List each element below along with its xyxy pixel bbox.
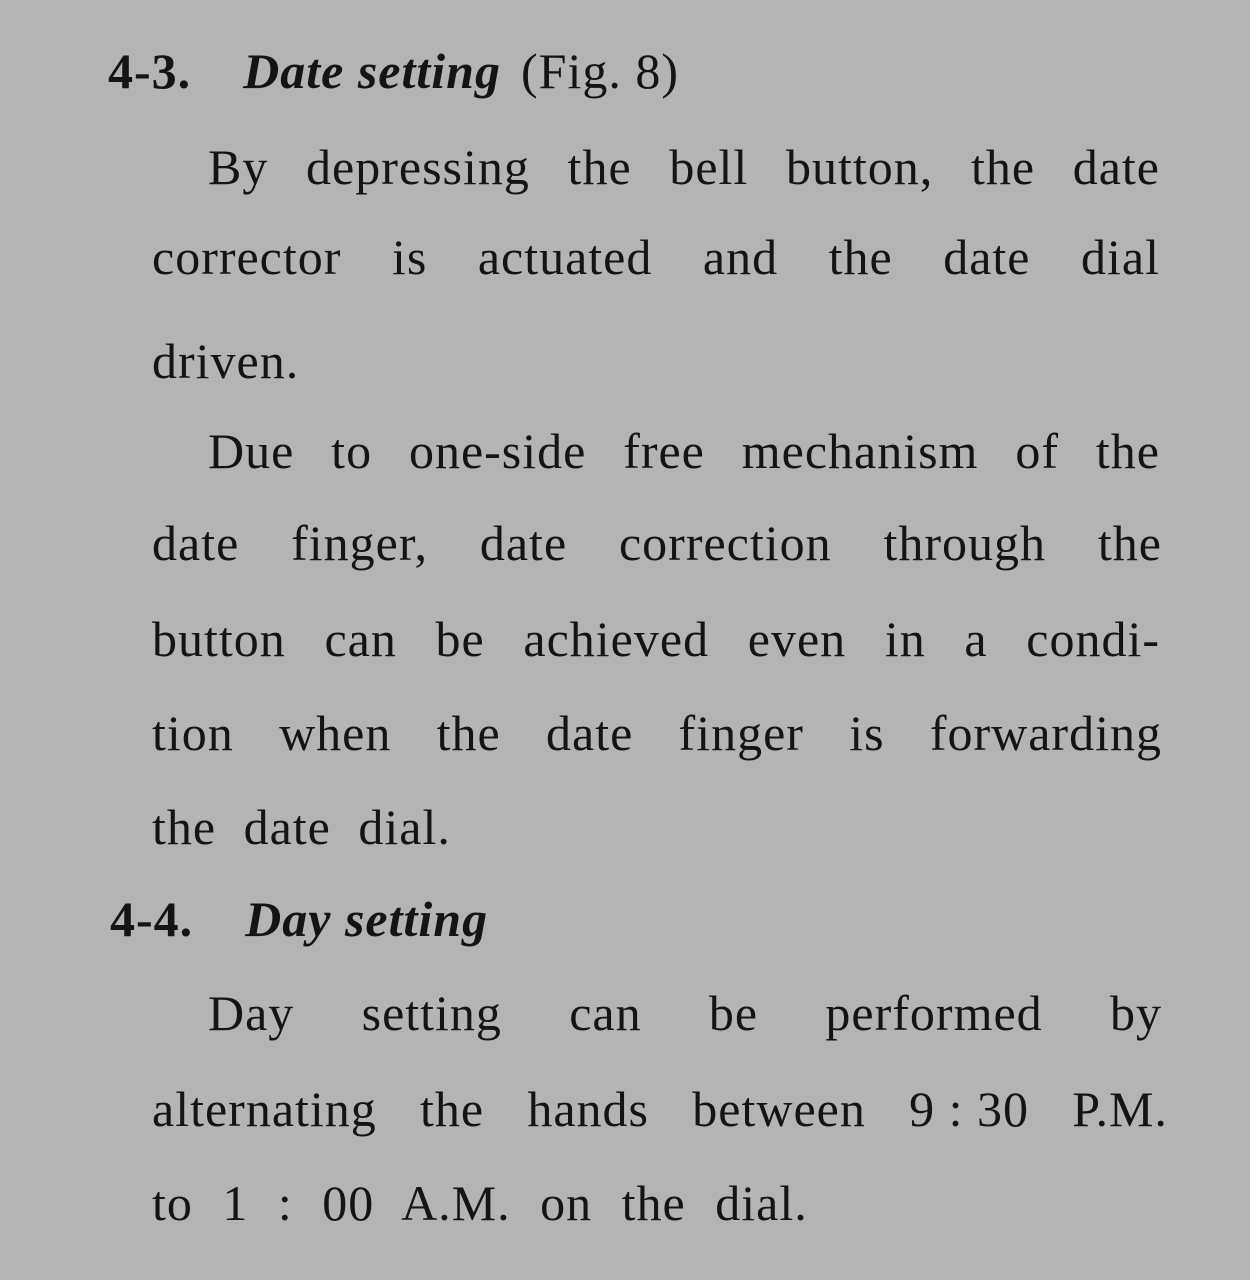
word: of <box>1015 423 1059 479</box>
word: finger, <box>291 515 429 571</box>
word: button <box>152 611 286 667</box>
word: the <box>1097 515 1162 571</box>
word: correction <box>618 515 832 571</box>
word: by <box>1109 985 1162 1041</box>
word: a <box>964 611 988 667</box>
word: the <box>152 799 217 855</box>
word: on <box>540 1175 593 1231</box>
word: the <box>567 139 632 195</box>
word: to <box>152 1175 193 1231</box>
word: finger <box>678 705 804 761</box>
section-title: Day setting <box>245 891 489 947</box>
word: the <box>970 139 1036 195</box>
word: 1 : 00 <box>222 1175 375 1231</box>
word: achieved <box>523 611 710 667</box>
word: when <box>279 705 392 761</box>
section-heading-4-3 <box>108 43 679 99</box>
word: is <box>391 229 428 285</box>
word: dial. <box>358 799 451 855</box>
word: date <box>152 515 240 571</box>
word: Due <box>208 423 295 479</box>
word: the <box>828 229 893 285</box>
word: through <box>883 515 1047 571</box>
word: 9 : 30 <box>909 1081 1029 1137</box>
word: P.M. <box>1072 1081 1168 1137</box>
section-number: 4-4. <box>110 891 194 947</box>
word: driven. <box>152 333 300 389</box>
body-line <box>208 985 1162 1041</box>
word: in <box>884 611 926 667</box>
word: corrector <box>152 229 342 285</box>
body-line <box>208 139 1160 195</box>
word: the <box>420 1081 485 1137</box>
word: be <box>708 985 759 1041</box>
word: By <box>208 139 269 195</box>
word: actuated <box>477 229 653 285</box>
word: condi- <box>1026 611 1160 667</box>
body-line <box>152 515 1162 571</box>
word: to <box>331 423 373 479</box>
section-heading-4-4 <box>110 891 489 947</box>
word: date <box>546 705 634 761</box>
word: Day <box>208 985 295 1041</box>
word: dial. <box>715 1175 808 1231</box>
word: button, <box>785 139 934 195</box>
section-number: 4-3. <box>108 43 192 99</box>
body-line <box>208 423 1160 479</box>
word: hands <box>527 1081 650 1137</box>
body-line <box>152 333 300 389</box>
word: can <box>324 611 397 667</box>
word: even <box>747 611 847 667</box>
section-title: Date setting <box>243 43 501 99</box>
word: alternating <box>152 1081 377 1137</box>
body-line <box>152 611 1160 667</box>
word: dial <box>1081 229 1160 285</box>
body-line <box>152 799 451 855</box>
body-line <box>152 229 1160 285</box>
word: date <box>479 515 568 571</box>
word: and <box>702 229 779 285</box>
word: the <box>1095 423 1160 479</box>
body-line <box>152 1081 1168 1137</box>
word: setting <box>361 985 502 1041</box>
word: free <box>623 423 705 479</box>
word: bell <box>669 139 749 195</box>
word: performed <box>825 985 1043 1041</box>
word: between <box>692 1081 866 1137</box>
figure-reference: (Fig. 8) <box>520 43 679 99</box>
word: can <box>569 985 642 1041</box>
word: tion <box>152 705 234 761</box>
word: date <box>1072 139 1160 195</box>
word: date <box>243 799 331 855</box>
word: forwarding <box>929 705 1162 761</box>
word: A.M. <box>401 1175 511 1231</box>
word: depressing <box>306 139 530 195</box>
word: date <box>943 229 1031 285</box>
word: the <box>436 705 501 761</box>
word: mechanism <box>741 423 979 479</box>
word: be <box>435 611 485 667</box>
word: the <box>621 1175 686 1231</box>
body-line <box>152 1175 808 1231</box>
word: is <box>849 705 885 761</box>
word: one-side <box>408 423 587 479</box>
body-line <box>152 705 1162 761</box>
